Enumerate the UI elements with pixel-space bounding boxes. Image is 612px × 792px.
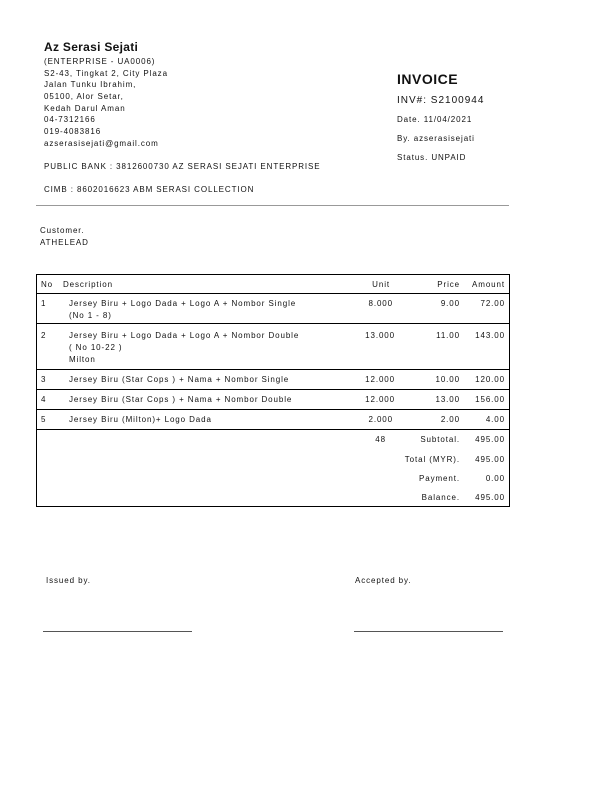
row-amount: 156.00	[475, 395, 505, 404]
summary-value: 495.00	[475, 435, 505, 444]
issued-by-label: Issued by.	[46, 576, 91, 585]
row-no: 3	[41, 375, 47, 384]
address-line: 05100, Alor Setar,	[44, 92, 124, 102]
row-unit: 12.000	[365, 375, 395, 384]
phone-line: 019-4083816	[44, 127, 102, 137]
summary-label: Balance.	[421, 493, 460, 502]
table-divider	[36, 293, 510, 294]
row-no: 1	[41, 299, 47, 308]
row-description: Jersey Biru + Logo Dada + Logo A + Nombor Single	[69, 299, 297, 308]
row-no: 4	[41, 395, 47, 404]
total-units: 48	[375, 435, 386, 444]
row-unit: 12.000	[365, 395, 395, 404]
row-description: ( No 10-22 )	[69, 343, 123, 352]
summary-label: Total (MYR).	[404, 455, 460, 464]
row-price: 13.00	[435, 395, 460, 404]
row-amount: 4.00	[485, 415, 505, 424]
company-name: Az Serasi Sejati	[44, 40, 139, 54]
address-line: Jalan Tunku Ibrahim,	[44, 80, 137, 90]
table-divider	[36, 389, 510, 390]
row-amount: 72.00	[480, 299, 505, 308]
summary-value: 495.00	[475, 455, 505, 464]
row-price: 9.00	[440, 299, 460, 308]
table-divider	[36, 323, 510, 324]
row-unit: 2.000	[368, 415, 393, 424]
row-description: Jersey Biru (Star Cops ) + Nama + Nombor Single	[69, 375, 290, 384]
row-no: 2	[41, 331, 47, 340]
invoice-title: INVOICE	[397, 71, 459, 87]
header-divider	[36, 205, 509, 206]
address-line: Kedah Darul Aman	[44, 103, 126, 113]
accepted-by-label: Accepted by.	[355, 576, 412, 585]
invoice-date: Date. 11/04/2021	[397, 115, 473, 124]
row-description: Jersey Biru (Milton)+ Logo Dada	[69, 415, 212, 424]
customer-name: ATHELEAD	[40, 238, 89, 247]
header-amount: Amount	[472, 280, 505, 289]
header-price: Price	[437, 280, 460, 289]
address-line: (ENTERPRISE - UA0006)	[44, 57, 156, 66]
summary-value: 495.00	[475, 493, 505, 502]
header-no: No	[41, 280, 54, 289]
row-price: 11.00	[436, 331, 460, 340]
row-no: 5	[41, 415, 47, 424]
table-divider	[36, 369, 510, 370]
summary-label: Subtotal.	[420, 435, 460, 444]
summary-label: Payment.	[419, 474, 460, 483]
row-price: 10.00	[435, 375, 460, 384]
address-line: S2-43, Tingkat 2, City Plaza	[44, 68, 168, 78]
row-unit: 8.000	[368, 299, 393, 308]
invoice-by: By. azserasisejati	[397, 134, 475, 143]
row-amount: 143.00	[475, 331, 505, 340]
row-description: (No 1 - 8)	[69, 311, 112, 320]
row-unit: 13.000	[365, 331, 395, 340]
invoice-number: INV#: S2100944	[397, 95, 485, 106]
row-description: Jersey Biru (Star Cops ) + Nama + Nombor Double	[69, 395, 293, 404]
row-description: Jersey Biru + Logo Dada + Logo A + Nombor Double	[69, 331, 300, 340]
customer-label: Customer.	[40, 226, 85, 235]
bank-public: PUBLIC BANK : 3812600730 AZ SERASI SEJATI ENTERPRISE	[44, 162, 321, 171]
summary-value: 0.00	[485, 474, 505, 483]
email-line: azserasisejati@gmail.com	[44, 138, 159, 148]
row-description: Milton	[69, 355, 96, 364]
row-amount: 120.00	[475, 375, 505, 384]
accepted-signature-line	[354, 631, 503, 632]
company-address	[44, 56, 168, 150]
header-description: Description	[63, 280, 113, 289]
issued-signature-line	[43, 631, 192, 632]
table-divider	[36, 429, 510, 430]
header-unit: Unit	[372, 280, 390, 289]
bank-cimb: CIMB : 8602016623 ABM SERASI COLLECTION	[44, 185, 255, 194]
invoice-status: Status. UNPAID	[397, 153, 467, 162]
row-price: 2.00	[440, 415, 460, 424]
phone-line: 04-7312166	[44, 115, 96, 125]
table-divider	[36, 409, 510, 410]
